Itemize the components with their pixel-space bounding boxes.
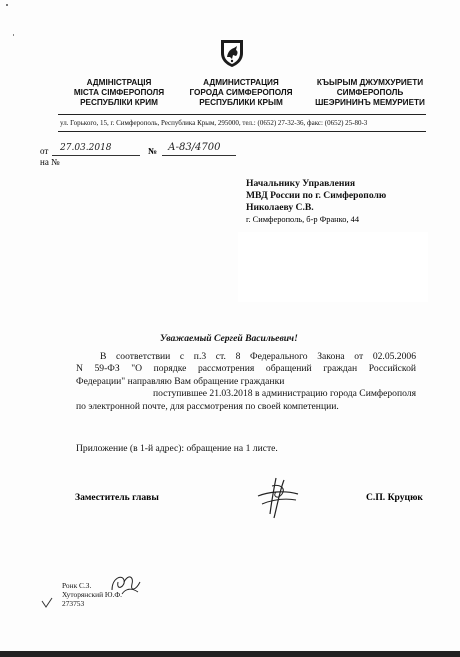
header-center-line-3: РЕСПУБЛИКИ КРЫМ	[199, 98, 283, 107]
body-line-1: В соответствии с п.3 ст. 8 Федерального Закона от 02.05.2006	[100, 351, 416, 362]
body-line-2: N 59-ФЗ "О порядке рассмотрения обращений граждан Российской	[76, 363, 416, 375]
footer-line-3: 273753	[62, 598, 85, 608]
header-left-line-3: РЕСПУБЛІКИ КРИМ	[80, 98, 158, 107]
margin-checkmark-icon	[40, 596, 54, 610]
scan-speck	[13, 34, 14, 36]
ref-from-label: от	[40, 146, 49, 156]
signature-title: Заместитель главы	[75, 492, 159, 503]
header-center-line-2: ГОРОДА СИМФЕРОПОЛЯ	[189, 88, 293, 97]
header-address: ул. Горького, 15, г. Симферополь, Республика Крым, 295000, тел.: (0652) 27-32-36, факс: (0652) 25-80-3	[60, 119, 368, 127]
signature-name: С.П. Круцюк	[366, 492, 423, 503]
body-line-5: по электронной почте, для рассмотрения по своей компетенции.	[76, 400, 339, 412]
footer-line-1: Ронк С.З.	[62, 581, 92, 590]
header-left-column	[63, 78, 175, 108]
scan-bottom-edge	[0, 651, 460, 657]
ref-date: 27.03.2018	[60, 143, 112, 153]
header-right-line-2: СИМФЕРОПОЛЬ	[336, 88, 404, 97]
header-rule-bottom	[58, 131, 426, 132]
attachment-line: Приложение (в 1-й адрес): обращение на 1 листе.	[76, 443, 278, 454]
recipient-line-2: МВД России по г. Симферополю	[246, 190, 387, 201]
ref-on-label: на №	[40, 157, 60, 167]
header-center-line-1: АДМИНИСТРАЦИЯ	[203, 78, 279, 87]
ref-number: А-83/4700	[168, 142, 221, 153]
salutation: Уважаемый Сергей Васильевич!	[160, 333, 298, 344]
header-right-line-1: КЪЫРЫМ ДЖУМХУРИЕТИ	[316, 78, 424, 87]
header-center-column	[180, 78, 302, 108]
initials-mark-icon	[108, 568, 142, 598]
signature-mark-icon	[254, 474, 302, 522]
recipient-address: г. Симферополь, б-р Франко, 44	[246, 215, 360, 224]
scan-speck	[6, 4, 8, 6]
header-right-column	[304, 78, 436, 108]
header-left-line-1: АДМІНІСТРАЦІЯ	[86, 78, 152, 87]
ref-number-underline	[162, 155, 236, 156]
body-line-4: поступившее 21.03.2018 в администрацию города Симферополя	[153, 388, 416, 400]
recipient-block	[246, 178, 386, 214]
redacted-area	[238, 232, 428, 302]
recipient-line-1: Начальнику Управления	[246, 178, 356, 189]
body-paragraph	[76, 351, 416, 413]
header-left-line-2: МІСТА СІМФЕРОПОЛЯ	[73, 88, 165, 97]
crimea-coat-of-arms-icon	[219, 38, 245, 68]
recipient-line-3: Николаеву С.В.	[246, 202, 314, 213]
ref-date-underline	[52, 155, 140, 156]
ref-number-label: №	[148, 146, 158, 156]
body-line-3: Федерации" направляю Вам обращение гражданки	[76, 375, 285, 387]
header-rule-top	[58, 114, 426, 115]
header-right-line-3: ШЕЭРИНИНЪ МЕМУРИЕТИ	[315, 98, 425, 107]
footer-line-2: Хуторянский Ю.Ф.	[62, 589, 123, 599]
